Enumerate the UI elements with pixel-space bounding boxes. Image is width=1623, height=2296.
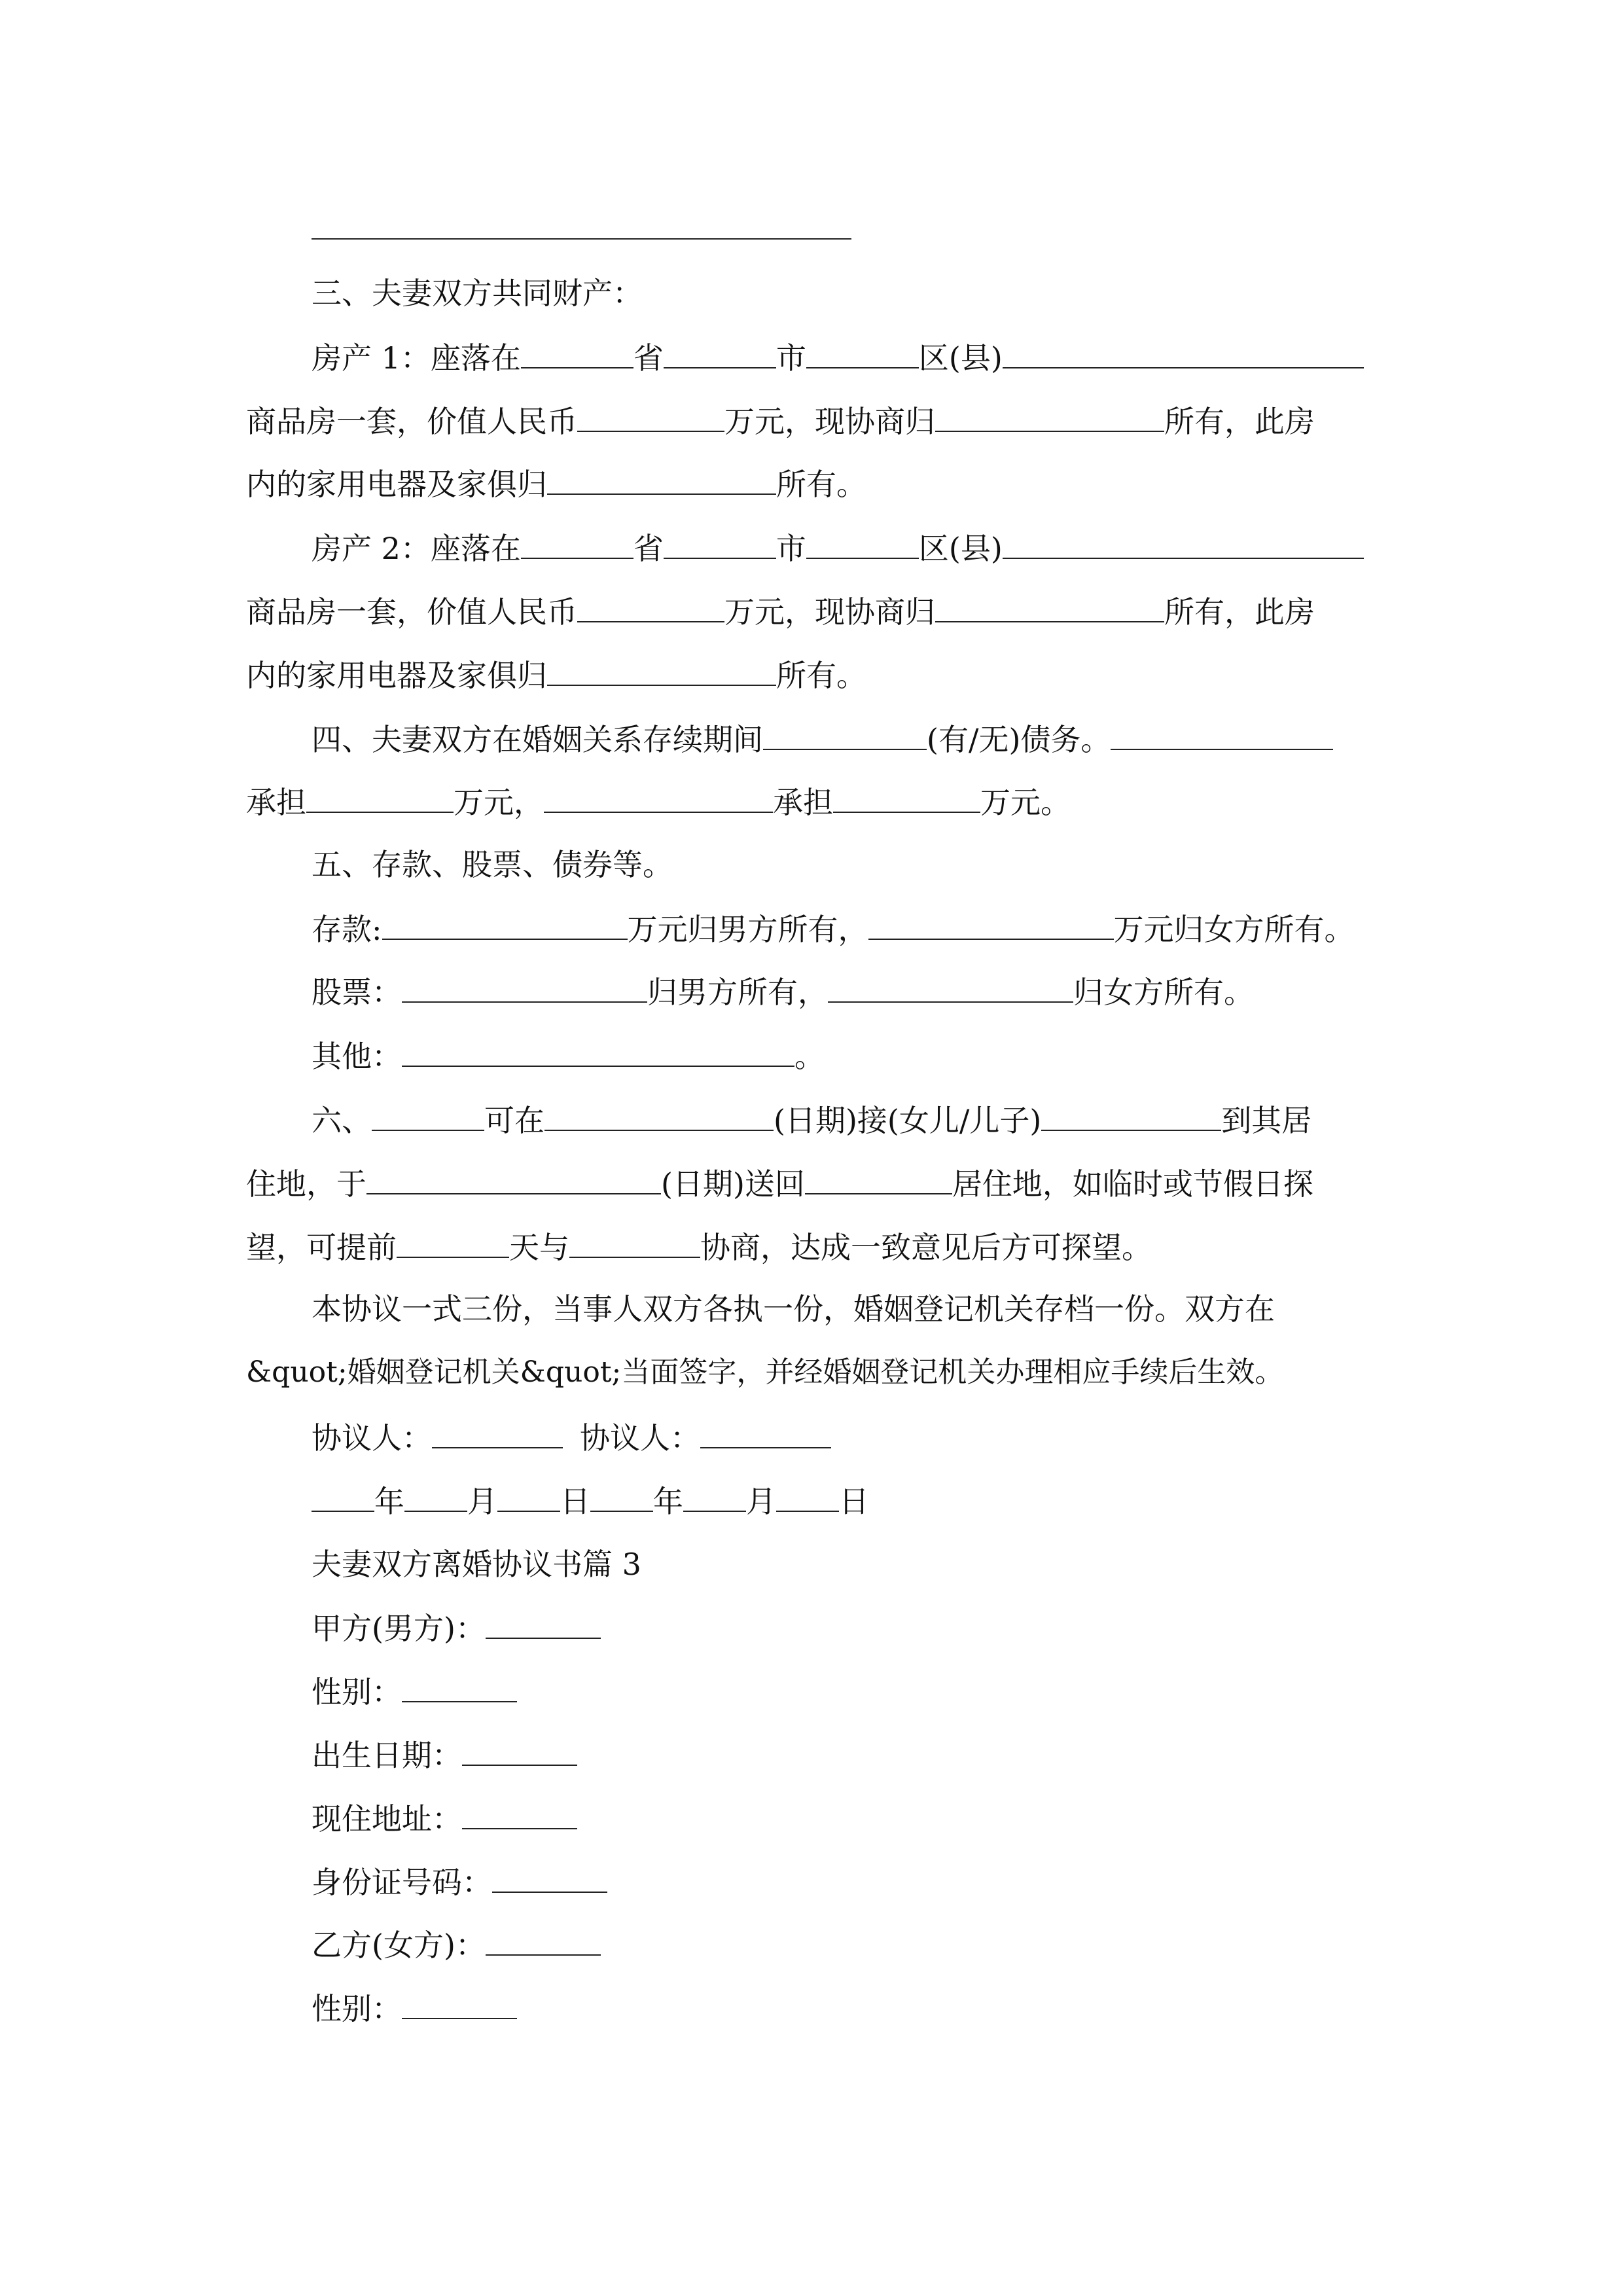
blank [521, 337, 633, 368]
blank [1111, 719, 1333, 750]
house2-line1: 房产 2：座落在 省 市 区(县) [312, 528, 1364, 568]
blank [382, 908, 628, 940]
section-4-line2: 承担 万元， 承担 万元。 [246, 781, 1071, 822]
blank [402, 1988, 517, 2019]
field-address: 现住地址： [312, 1798, 577, 1839]
top-underline [312, 238, 851, 240]
house1-line2: 商品房一套，价值人民币 万元，现协商归 所有，此房 [246, 401, 1315, 441]
house1-line1: 房产 1：座落在 省 市 区(县) [312, 337, 1364, 378]
blank [590, 1480, 653, 1512]
field-gender-b: 性别： [312, 1988, 517, 2028]
blank [312, 1480, 374, 1512]
signer-1-blank [432, 1417, 563, 1448]
blank [664, 337, 776, 368]
article-3-title: 夫妻双方离婚协议书篇 3 [312, 1547, 641, 1582]
blank [935, 401, 1164, 432]
blank [935, 591, 1164, 622]
blank [492, 1861, 607, 1893]
blank [462, 1798, 577, 1829]
house1-line3: 内的家用电器及家俱归 所有。 [246, 463, 866, 504]
section-3-heading: 三、夫妻双方共同财产： [312, 276, 643, 311]
blank [776, 1480, 839, 1512]
section-6-line1: 六、 可在 (日期)接(女儿/儿子) 到其居 [312, 1100, 1311, 1140]
section-5-heading: 五、存款、股票、债券等。 [312, 847, 673, 882]
blank [683, 1480, 746, 1512]
blank [544, 781, 773, 813]
blank [306, 781, 454, 813]
blank [521, 528, 633, 559]
signers-line: 协议人： 协议人： [312, 1417, 831, 1458]
blank [404, 1480, 467, 1512]
section-4-line1: 四、夫妻双方在婚姻关系存续期间 (有/无)债务。 [312, 719, 1333, 759]
blank [366, 1163, 661, 1194]
field-birthdate: 出生日期： [312, 1734, 577, 1775]
blank [664, 528, 776, 559]
field-id-number: 身份证号码： [312, 1861, 607, 1902]
blank [544, 1100, 774, 1131]
field-gender-a: 性别： [312, 1671, 517, 1712]
blank [763, 719, 927, 750]
blank [806, 528, 919, 559]
section-6-line3: 望，可提前 天与 协商，达成一致意见后方可探望。 [246, 1227, 1152, 1267]
blank [1041, 1100, 1221, 1131]
blank [1003, 337, 1364, 368]
field-party-a: 甲方(男方)： [312, 1607, 601, 1648]
stock-line: 股票： 归男方所有， 归女方所有。 [312, 971, 1254, 1012]
field-party-b: 乙方(女方)： [312, 1924, 601, 1965]
house2-line2: 商品房一套，价值人民币 万元，现协商归 所有，此房 [246, 591, 1315, 632]
blank [868, 908, 1114, 940]
blank [833, 781, 980, 813]
section-6-line2: 住地，于 (日期)送回 居住地，如临时或节假日探 [246, 1163, 1313, 1204]
closing-line1: 本协议一式三份，当事人双方各执一份，婚姻登记机关存档一份。双方在 [312, 1291, 1275, 1327]
house2-line3: 内的家用电器及家俱归 所有。 [246, 655, 866, 695]
blank [372, 1100, 484, 1131]
blank [402, 1671, 517, 1702]
closing-line2: &quot;婚姻登记机关&quot;当面签字，并经婚姻登记机关办理相应手续后生效。 [246, 1355, 1284, 1389]
date-line: 年 月 日 年 月 日 [312, 1480, 869, 1521]
blank [486, 1924, 601, 1956]
blank [828, 971, 1073, 1003]
blank [577, 591, 724, 622]
blank [402, 1035, 794, 1067]
blank [547, 655, 776, 686]
other-line: 其他： 。 [312, 1035, 825, 1076]
blank [569, 1227, 700, 1258]
blank [577, 401, 724, 432]
blank [806, 337, 919, 368]
blank [1003, 528, 1364, 559]
blank [486, 1607, 601, 1639]
blank [805, 1163, 952, 1194]
deposit-line: 存款: 万元归男方所有， 万元归女方所有。 [312, 908, 1355, 949]
signer-2-blank [700, 1417, 831, 1448]
blank [462, 1734, 577, 1766]
blank [402, 971, 647, 1003]
blank [547, 463, 776, 495]
blank [397, 1227, 509, 1258]
blank [497, 1480, 560, 1512]
